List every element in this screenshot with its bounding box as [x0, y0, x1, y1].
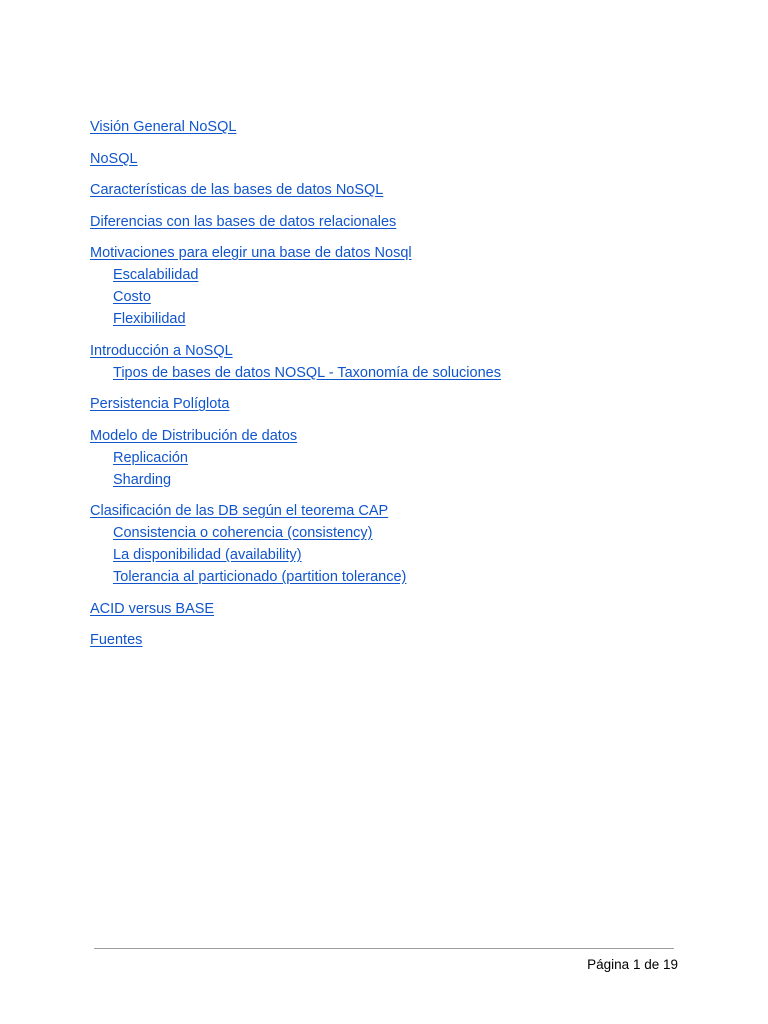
toc-entry — [90, 148, 690, 170]
toc-entry — [90, 393, 690, 415]
toc-entry — [90, 242, 690, 330]
toc-sublink[interactable]: Tipos de bases de datos NOSQL - Taxonomía de soluciones — [113, 364, 501, 381]
toc-sublink[interactable]: Costo — [113, 289, 151, 305]
page-number: Página 1 de 19 — [587, 957, 678, 972]
toc-link[interactable]: Clasificación de las DB según el teorema CAP — [90, 503, 389, 519]
toc-link[interactable]: Características de las bases de datos NoSQL — [90, 182, 384, 198]
toc-link[interactable]: Modelo de Distribución de datos — [90, 427, 298, 444]
toc-sublink[interactable]: Flexibilidad — [113, 311, 186, 327]
toc-entry — [90, 116, 690, 138]
table-of-contents — [90, 116, 690, 661]
toc-sublink[interactable]: Sharding — [113, 471, 172, 488]
toc-entry — [90, 425, 690, 491]
toc-link[interactable]: NoSQL — [90, 150, 138, 167]
toc-sublink[interactable]: Escalabilidad — [113, 267, 199, 283]
toc-entry — [90, 629, 690, 651]
toc-sublink[interactable]: Tolerancia al particionado (partition tolerance) — [113, 569, 407, 585]
toc-link[interactable]: Motivaciones para elegir una base de datos Nosql — [90, 245, 412, 261]
toc-link[interactable]: Introducción a NoSQL — [90, 342, 233, 359]
toc-link[interactable]: Persistencia Políglota — [90, 396, 230, 412]
toc-entry — [90, 340, 690, 384]
toc-sublink[interactable]: La disponibilidad (availability) — [113, 547, 302, 563]
toc-entry — [90, 179, 690, 201]
toc-link[interactable]: ACID versus BASE — [90, 600, 215, 617]
toc-link[interactable]: Fuentes — [90, 632, 143, 648]
toc-link[interactable]: Visión General NoSQL — [90, 119, 237, 135]
toc-entry — [90, 211, 690, 233]
toc-entry — [90, 500, 690, 588]
footer-divider — [94, 948, 674, 949]
toc-link[interactable]: Diferencias con las bases de datos relacionales — [90, 213, 397, 230]
toc-sublink[interactable]: Replicación — [113, 449, 188, 466]
toc-sublink[interactable]: Consistencia o coherencia (consistency) — [113, 525, 373, 541]
toc-entry — [90, 598, 690, 620]
